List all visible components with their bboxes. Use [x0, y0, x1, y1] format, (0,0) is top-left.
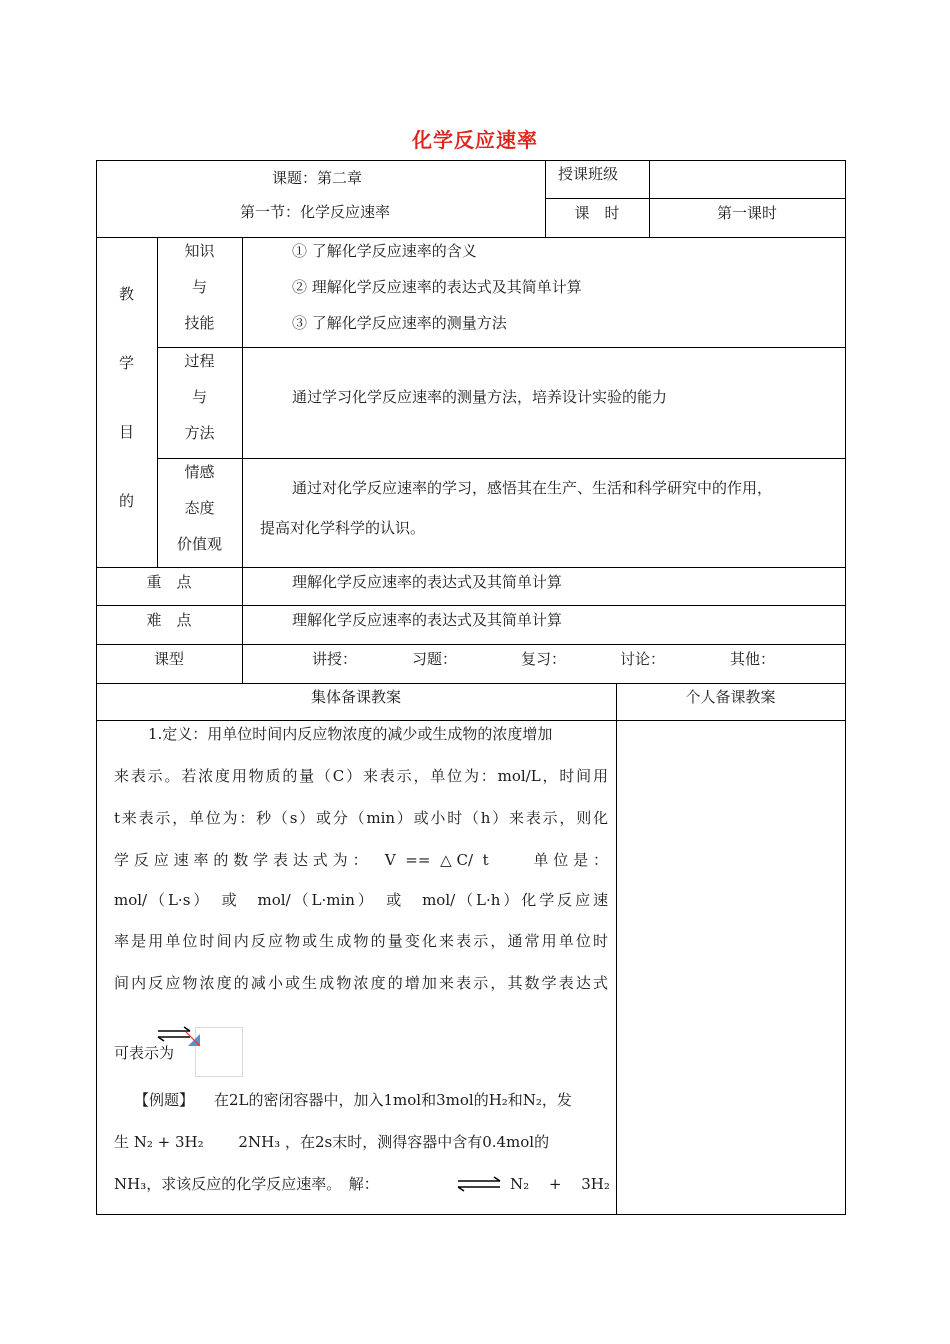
page-title: 化学反应速率 — [412, 128, 538, 152]
lesson-type-option: 复习： — [521, 650, 567, 668]
content-line: 1.定义：用单位时间内反应物浓度的减少或生成物的浓度增加 — [148, 725, 553, 743]
section-text: 第一节：化学反应速率 — [240, 203, 391, 221]
emotion-text-line: 提高对化学科学的认识。 — [260, 519, 426, 537]
example-text: NH₃，求该反应的化学反应速率。 解： — [114, 1175, 379, 1193]
personal-plan-header: 个人备课教案 — [685, 688, 776, 706]
knowledge-item: ① 了解化学反应速率的含义 — [292, 242, 477, 260]
emotion-label: 情感 — [184, 463, 215, 481]
content-line: mol/（L·s） 或 mol/（L·min） 或 mol/（L·h）化学反应速 — [114, 891, 608, 909]
objective-label-char: 教 — [118, 285, 134, 303]
process-label: 过程 — [184, 352, 215, 370]
difficulty-text: 理解化学反应速率的表达式及其简单计算 — [292, 611, 563, 629]
content-line: 学反应速率的数学表达式为： V == △C/ t 单位是： — [114, 851, 608, 869]
equilibrium-arrow-icon — [456, 1176, 504, 1192]
process-label: 方法 — [184, 424, 215, 442]
class-label: 授课班级 — [558, 165, 619, 183]
topic-text: 课题：第二章 — [272, 169, 363, 187]
key-point-text: 理解化学反应速率的表达式及其简单计算 — [292, 573, 563, 591]
emotion-text-line: 通过对化学反应速率的学习，感悟其在生产、生活和科学研究中的作用， — [292, 479, 773, 497]
formula-lead: 可表示为 — [114, 1044, 175, 1062]
objective-label-char: 的 — [118, 492, 134, 510]
process-text: 通过学习化学反应速率的测量方法，培养设计实验的能力 — [292, 388, 668, 406]
lesson-type-label: 课型 — [153, 650, 184, 668]
content-line: t来表示，单位为：秒（s）或分（min）或小时（h）来表示，则化 — [114, 809, 608, 827]
knowledge-label: 知识 — [184, 242, 215, 260]
emotion-label: 态度 — [184, 499, 215, 517]
knowledge-label: 与 — [191, 278, 207, 296]
difficulty-label: 难 点 — [146, 611, 192, 629]
key-point-label: 重 点 — [146, 573, 192, 591]
knowledge-label: 技能 — [184, 314, 215, 332]
knowledge-item: ② 理解化学反应速率的表达式及其简单计算 — [292, 278, 582, 296]
collective-plan-header: 集体备课教案 — [310, 688, 401, 706]
example-text: N₂ + 3H₂ — [510, 1175, 610, 1193]
process-label: 与 — [191, 388, 207, 406]
objective-label-char: 学 — [118, 354, 134, 372]
objective-label-char: 目 — [118, 423, 134, 441]
knowledge-item: ③ 了解化学反应速率的测量方法 — [292, 314, 507, 332]
content-line: 来表示。若浓度用物质的量（C）来表示，单位为：mol/L，时间用 — [114, 767, 608, 785]
content-line: 间内反应物浓度的减小或生成物浓度的增加来表示，其数学表达式 — [114, 974, 608, 992]
lesson-type-option: 习题： — [412, 650, 458, 668]
example-text: 生 N₂ + 3H₂ 2NH₃ ，在2s末时，测得容器中含有0.4mol的 — [114, 1133, 550, 1151]
lesson-type-option: 其他： — [730, 650, 776, 668]
lesson-type-option: 讨论： — [620, 650, 666, 668]
example-text: 在2L的密闭容器中，加入1mol和3mol的H₂和N₂，发 — [214, 1091, 572, 1109]
emotion-label: 价值观 — [176, 535, 222, 553]
formula-image — [195, 1027, 243, 1077]
period-label: 课 时 — [574, 204, 620, 222]
lesson-type-option: 讲授： — [312, 650, 358, 668]
example-label: 【例题】 — [134, 1091, 195, 1109]
period-value: 第一课时 — [716, 204, 777, 222]
content-line: 率是用单位时间内反应物或生成物的量变化来表示，通常用单位时 — [114, 932, 608, 950]
equilibrium-arrow-icon — [156, 1024, 202, 1048]
